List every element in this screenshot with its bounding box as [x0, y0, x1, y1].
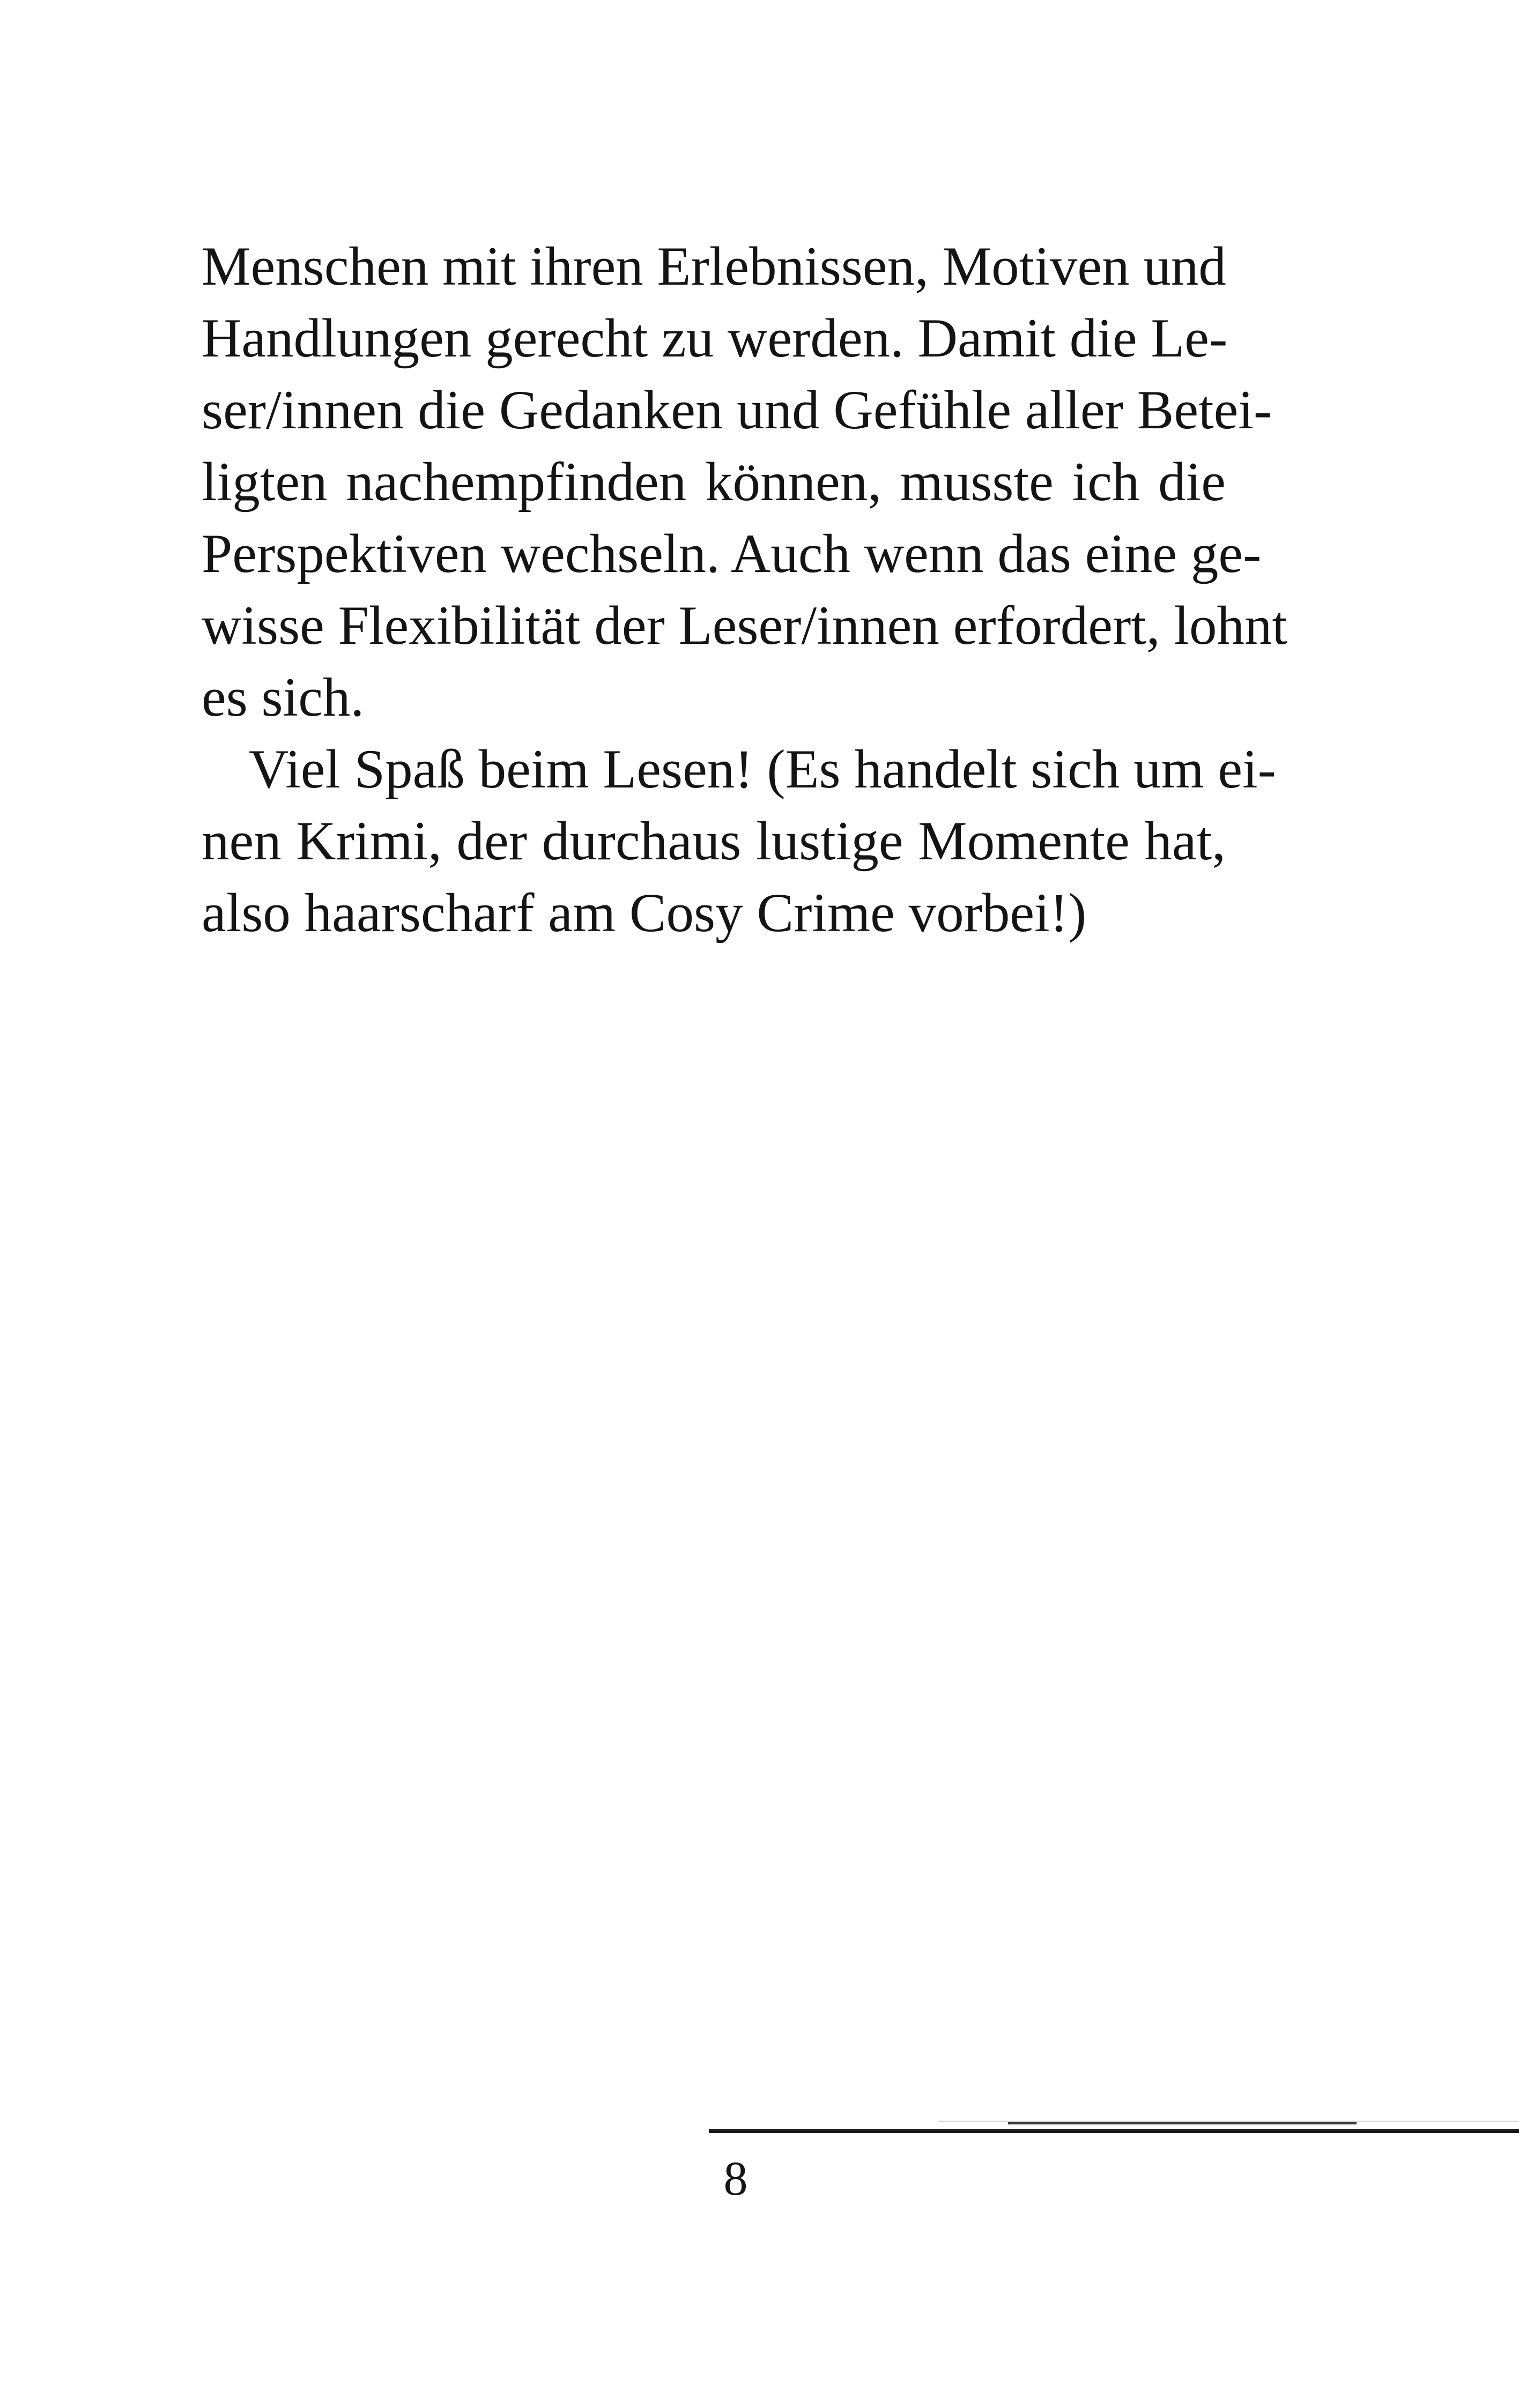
text-line: es sich.: [202, 667, 365, 728]
footer-rule-accent: [1008, 2122, 1357, 2124]
text-line: Viel Spaß beim Lesen! (Es handelt sich um ei-: [249, 739, 1276, 800]
text-line: wisse Flexibilität der Leser/innen erfordert, lohnt: [202, 595, 1288, 656]
text-line: Perspektiven wechseln. Auch wenn das eine ge-: [202, 523, 1262, 584]
text-line: ser/innen die Gedanken und Gefühle aller Betei-: [202, 380, 1272, 441]
text-line: nen Krimi, der durchaus lustige Momente hat,: [202, 811, 1226, 872]
footer-rule: [709, 2129, 1519, 2133]
text-line: ligten nachempfinden können, musste ich die: [202, 451, 1226, 512]
page-number: 8: [723, 2152, 748, 2205]
text-line: also haarscharf am Cosy Crime vorbei!): [202, 882, 1087, 943]
paragraph-1: [202, 231, 1288, 733]
text-line: Handlungen gerecht zu werden. Damit die Le-: [202, 308, 1228, 369]
body-text: [202, 231, 1288, 949]
text-line: Menschen mit ihren Erlebnissen, Motiven und: [202, 236, 1226, 297]
paragraph-2: [202, 733, 1276, 949]
